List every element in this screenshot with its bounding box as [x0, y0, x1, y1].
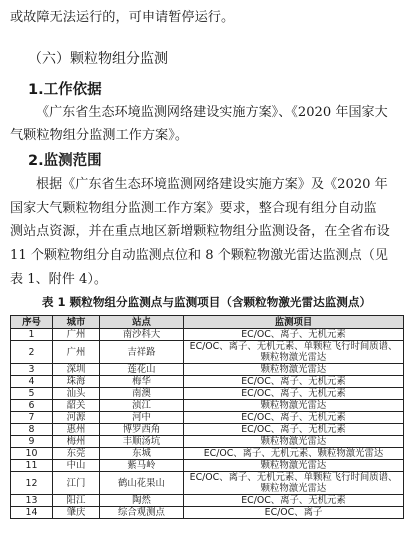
cell-station: 梅华 [100, 376, 184, 388]
cell-items: EC/OC、离子、无机元素 [184, 329, 404, 341]
cell-index: 2 [11, 341, 53, 364]
cell-city: 肇庆 [53, 507, 100, 519]
table-row [11, 341, 404, 364]
table-header-row [11, 316, 404, 329]
cell-items: EC/OC、离子、无机元素 [184, 376, 404, 388]
table-row [11, 472, 404, 495]
paragraph-text: 国家大气颗粒物组分监测工作方案》要求，整合现有组分自动监 [10, 201, 377, 216]
cell-station: 陶然 [100, 495, 184, 507]
cell-city: 韶关 [53, 400, 100, 412]
table-row [11, 376, 404, 388]
header-items: 监测项目 [184, 316, 404, 329]
cell-city: 广州 [53, 329, 100, 341]
paragraph-text: 表 1、附件 4）。 [10, 272, 107, 287]
cell-city: 梅州 [53, 436, 100, 448]
cell-station: 综合观测点 [100, 507, 184, 519]
table-row [11, 364, 404, 376]
cell-city: 河源 [53, 412, 100, 424]
cell-city: 汕头 [53, 388, 100, 400]
monitoring-table [10, 315, 404, 519]
table-row [11, 507, 404, 519]
table-row [11, 460, 404, 472]
cell-station: 浈江 [100, 400, 184, 412]
cell-city: 江门 [53, 472, 100, 495]
cell-items: EC/OC、离子、无机元素 [184, 495, 404, 507]
table-row [11, 400, 404, 412]
cell-items: EC/OC、离子、无机元素 [184, 388, 404, 400]
subheading-basis: 1.工作依据 [28, 82, 102, 98]
cell-station: 鹤山花果山 [100, 472, 184, 495]
header-city: 城市 [53, 316, 100, 329]
cell-index: 12 [11, 472, 53, 495]
cell-items: 颗粒物激光雷达 [184, 436, 404, 448]
cell-station: 东城 [100, 448, 184, 460]
cell-index: 14 [11, 507, 53, 519]
table-row [11, 412, 404, 424]
cell-city: 深圳 [53, 364, 100, 376]
subheading-scope: 2.监测范围 [28, 153, 102, 169]
cell-items: 颗粒物激光雷达 [184, 460, 404, 472]
cell-items: EC/OC、离子、无机元素、单颗粒飞行时间质谱、颗粒物激光雷达 [184, 341, 404, 364]
cell-station: 博罗西角 [100, 424, 184, 436]
cell-city: 广州 [53, 341, 100, 364]
cell-index: 5 [11, 388, 53, 400]
cell-items: 颗粒物激光雷达 [184, 400, 404, 412]
cell-index: 1 [11, 329, 53, 341]
cell-city: 惠州 [53, 424, 100, 436]
cell-station: 莲花山 [100, 364, 184, 376]
cell-station: 河中 [100, 412, 184, 424]
cell-station: 丰顺汤坑 [100, 436, 184, 448]
cell-index: 9 [11, 436, 53, 448]
section-heading: （六）颗粒物组分监测 [28, 51, 168, 67]
table-row [11, 448, 404, 460]
cell-items: EC/OC、离子、无机元素 [184, 424, 404, 436]
header-station: 站点 [100, 316, 184, 329]
table-row [11, 424, 404, 436]
cell-city: 珠海 [53, 376, 100, 388]
cell-station: 吉祥路 [100, 341, 184, 364]
cell-index: 11 [11, 460, 53, 472]
paragraph-text: 气颗粒物组分监测工作方案》。 [10, 128, 189, 143]
paragraph-text: 测站点资源，并在重点地区新增颗粒物组分监测设备，在全省布设 [10, 224, 390, 239]
cell-index: 4 [11, 376, 53, 388]
table-row [11, 436, 404, 448]
cell-index: 10 [11, 448, 53, 460]
cell-index: 8 [11, 424, 53, 436]
table-caption: 表 1 颗粒物组分监测点与监测项目（含颗粒物激光雷达监测点） [41, 295, 372, 309]
table-row [11, 388, 404, 400]
cell-station: 南沙科大 [100, 329, 184, 341]
header-index: 序号 [11, 316, 53, 329]
paragraph-text: 11 个颗粒物组分自动监测点位和 8 个颗粒物激光雷达监测点（见 [10, 248, 388, 263]
cell-station: 南澳 [100, 388, 184, 400]
cell-station: 紫马岭 [100, 460, 184, 472]
table-row [11, 495, 404, 507]
cell-city: 东莞 [53, 448, 100, 460]
paragraph-text: 根据《广东省生态环境监测网络建设实施方案》及《2020 年 [36, 177, 388, 192]
cell-city: 阳江 [53, 495, 100, 507]
cell-items: EC/OC、离子 [184, 507, 404, 519]
cell-index: 7 [11, 412, 53, 424]
paragraph-text: 或故障无法运行的，可申请暂停运行。 [10, 10, 235, 25]
cell-index: 13 [11, 495, 53, 507]
cell-items: 颗粒物激光雷达 [184, 364, 404, 376]
cell-index: 6 [11, 400, 53, 412]
cell-items: EC/OC、离子、无机元素 [184, 412, 404, 424]
cell-index: 3 [11, 364, 53, 376]
cell-city: 中山 [53, 460, 100, 472]
paragraph-text: 《广东省生态环境监测网络建设实施方案》、《2020 年国家大 [36, 105, 388, 120]
cell-items: EC/OC、离子、无机元素、颗粒物激光雷达 [184, 448, 404, 460]
cell-items: EC/OC、离子、无机元素、单颗粒飞行时间质谱、颗粒物激光雷达 [184, 472, 404, 495]
table-row [11, 329, 404, 341]
